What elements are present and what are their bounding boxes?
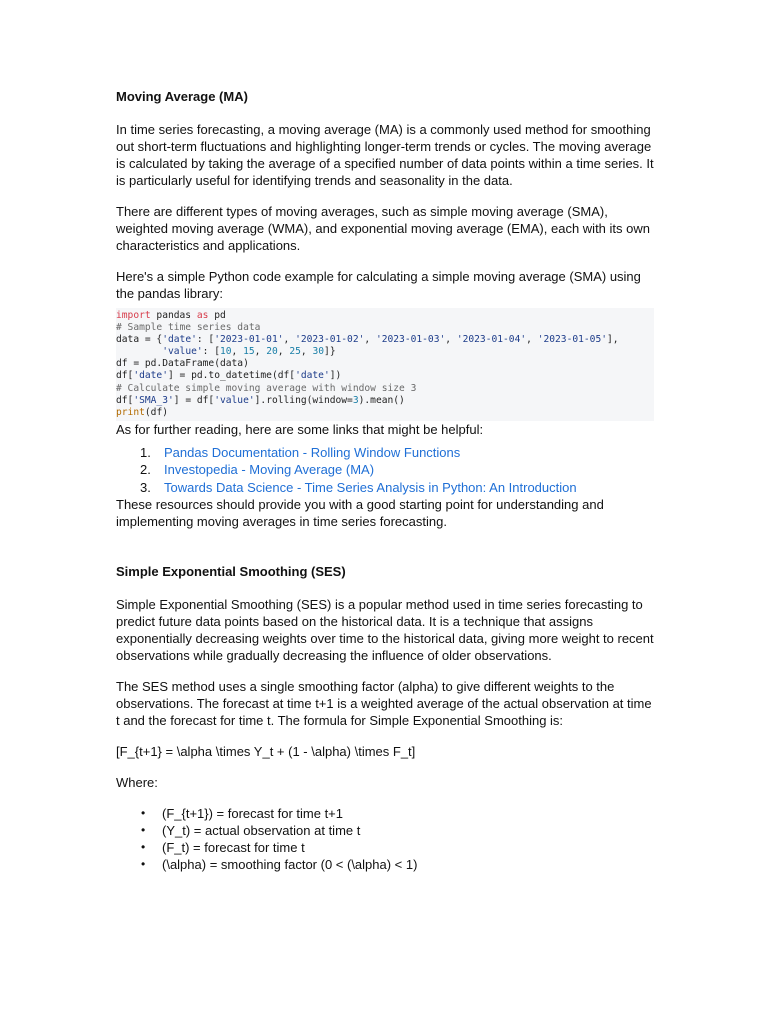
code-line: 'value': [10, 15, 20, 25, 30]}	[162, 346, 336, 358]
further-reading-list	[116, 444, 656, 497]
ma-closing-paragraph: These resources should provide you with a good starting point for understanding and implementing moving averages in time series forecasting.	[116, 497, 604, 530]
list-number: 2.	[140, 462, 151, 478]
ses-intro-paragraph: Simple Exponential Smoothing (SES) is a popular method used in time series forecasting to predict future data points based on the historical data. It is a technique that assigns exponentially decreasing weights over time to the historical data, giving more weight to recent observations while gradually decreasing the influence of older observations.	[116, 597, 654, 664]
where-label: Where:	[116, 775, 158, 791]
document-content	[116, 88, 656, 873]
ma-intro-paragraph: In time series forecasting, a moving average (MA) is a commonly used method for smoothing out short-term fluctuations and highlighting longer-term trends or cycles. The moving average is calculated by taking the average of a specified number of data points within a time series. It is particularly useful for identifying trends and seasonality in the data.	[116, 122, 654, 188]
bullet-icon: •	[141, 806, 146, 821]
formula-terms-list	[116, 805, 656, 873]
ses-method-paragraph: The SES method uses a single smoothing factor (alpha) to give different weights to the observations. The forecast at time t+1 is a weighted average of the actual observation at time t and the forecast for time t. The formula for Simple Exponential Smoothing is:	[116, 679, 652, 729]
links-intro-paragraph: As for further reading, here are some links that might be helpful:	[116, 421, 484, 437]
code-comment: # Calculate simple moving average with window size 3	[116, 382, 417, 394]
list-item	[140, 461, 656, 479]
link-investopedia-ma[interactable]: Investopedia - Moving Average (MA)	[164, 462, 375, 478]
code-line: import pandas as pd	[116, 310, 226, 321]
link-pandas-rolling-docs[interactable]: Pandas Documentation - Rolling Window Functions	[164, 444, 461, 460]
ma-code-intro-paragraph: Here's a simple Python code example for calculating a simple moving average (SMA) using the pandas library:	[116, 269, 641, 301]
python-code-block	[116, 308, 654, 421]
list-item	[140, 479, 656, 497]
bullet-icon: •	[141, 840, 146, 855]
list-item: • (F_t) = forecast for time t	[141, 840, 305, 856]
code-line: print(df)	[116, 406, 168, 418]
code-line: df['SMA_3'] = df['value'].rolling(window=3).mean()	[116, 394, 405, 406]
bullet-icon: •	[141, 823, 146, 838]
code-line: data = {'date': ['2023-01-01', '2023-01-02', '2023-01-03', '2023-01-04', '2023-01-05'],	[116, 334, 619, 346]
list-number: 3.	[140, 479, 151, 495]
code-line: df = pd.DataFrame(data)	[116, 358, 249, 370]
code-comment: # Sample time series data	[116, 322, 261, 334]
section-heading-moving-average: Moving Average (MA)	[116, 89, 248, 104]
ses-formula: [F_{t+1} = \alpha \times Y_t + (1 - \alpha) \times F_t]	[116, 744, 416, 760]
list-item: • (Y_t) = actual observation at time t	[141, 823, 361, 839]
list-number: 1.	[140, 444, 151, 460]
list-item: • (\alpha) = smoothing factor (0 < (\alpha) < 1)	[141, 857, 418, 873]
ma-types-paragraph: There are different types of moving averages, such as simple moving average (SMA), weighted moving average (WMA), and exponential moving average (EMA), each with its own characteristics and applications.	[116, 204, 650, 253]
link-towards-data-science[interactable]: Towards Data Science - Time Series Analysis in Python: An Introduction	[164, 479, 577, 495]
list-item: • (F_{t+1}) = forecast for time t+1	[141, 806, 344, 822]
code-line: df['date'] = pd.to_datetime(df['date'])	[116, 370, 342, 382]
list-item	[140, 444, 656, 462]
section-heading-ses: Simple Exponential Smoothing (SES)	[116, 564, 346, 580]
bullet-icon: •	[141, 857, 146, 872]
